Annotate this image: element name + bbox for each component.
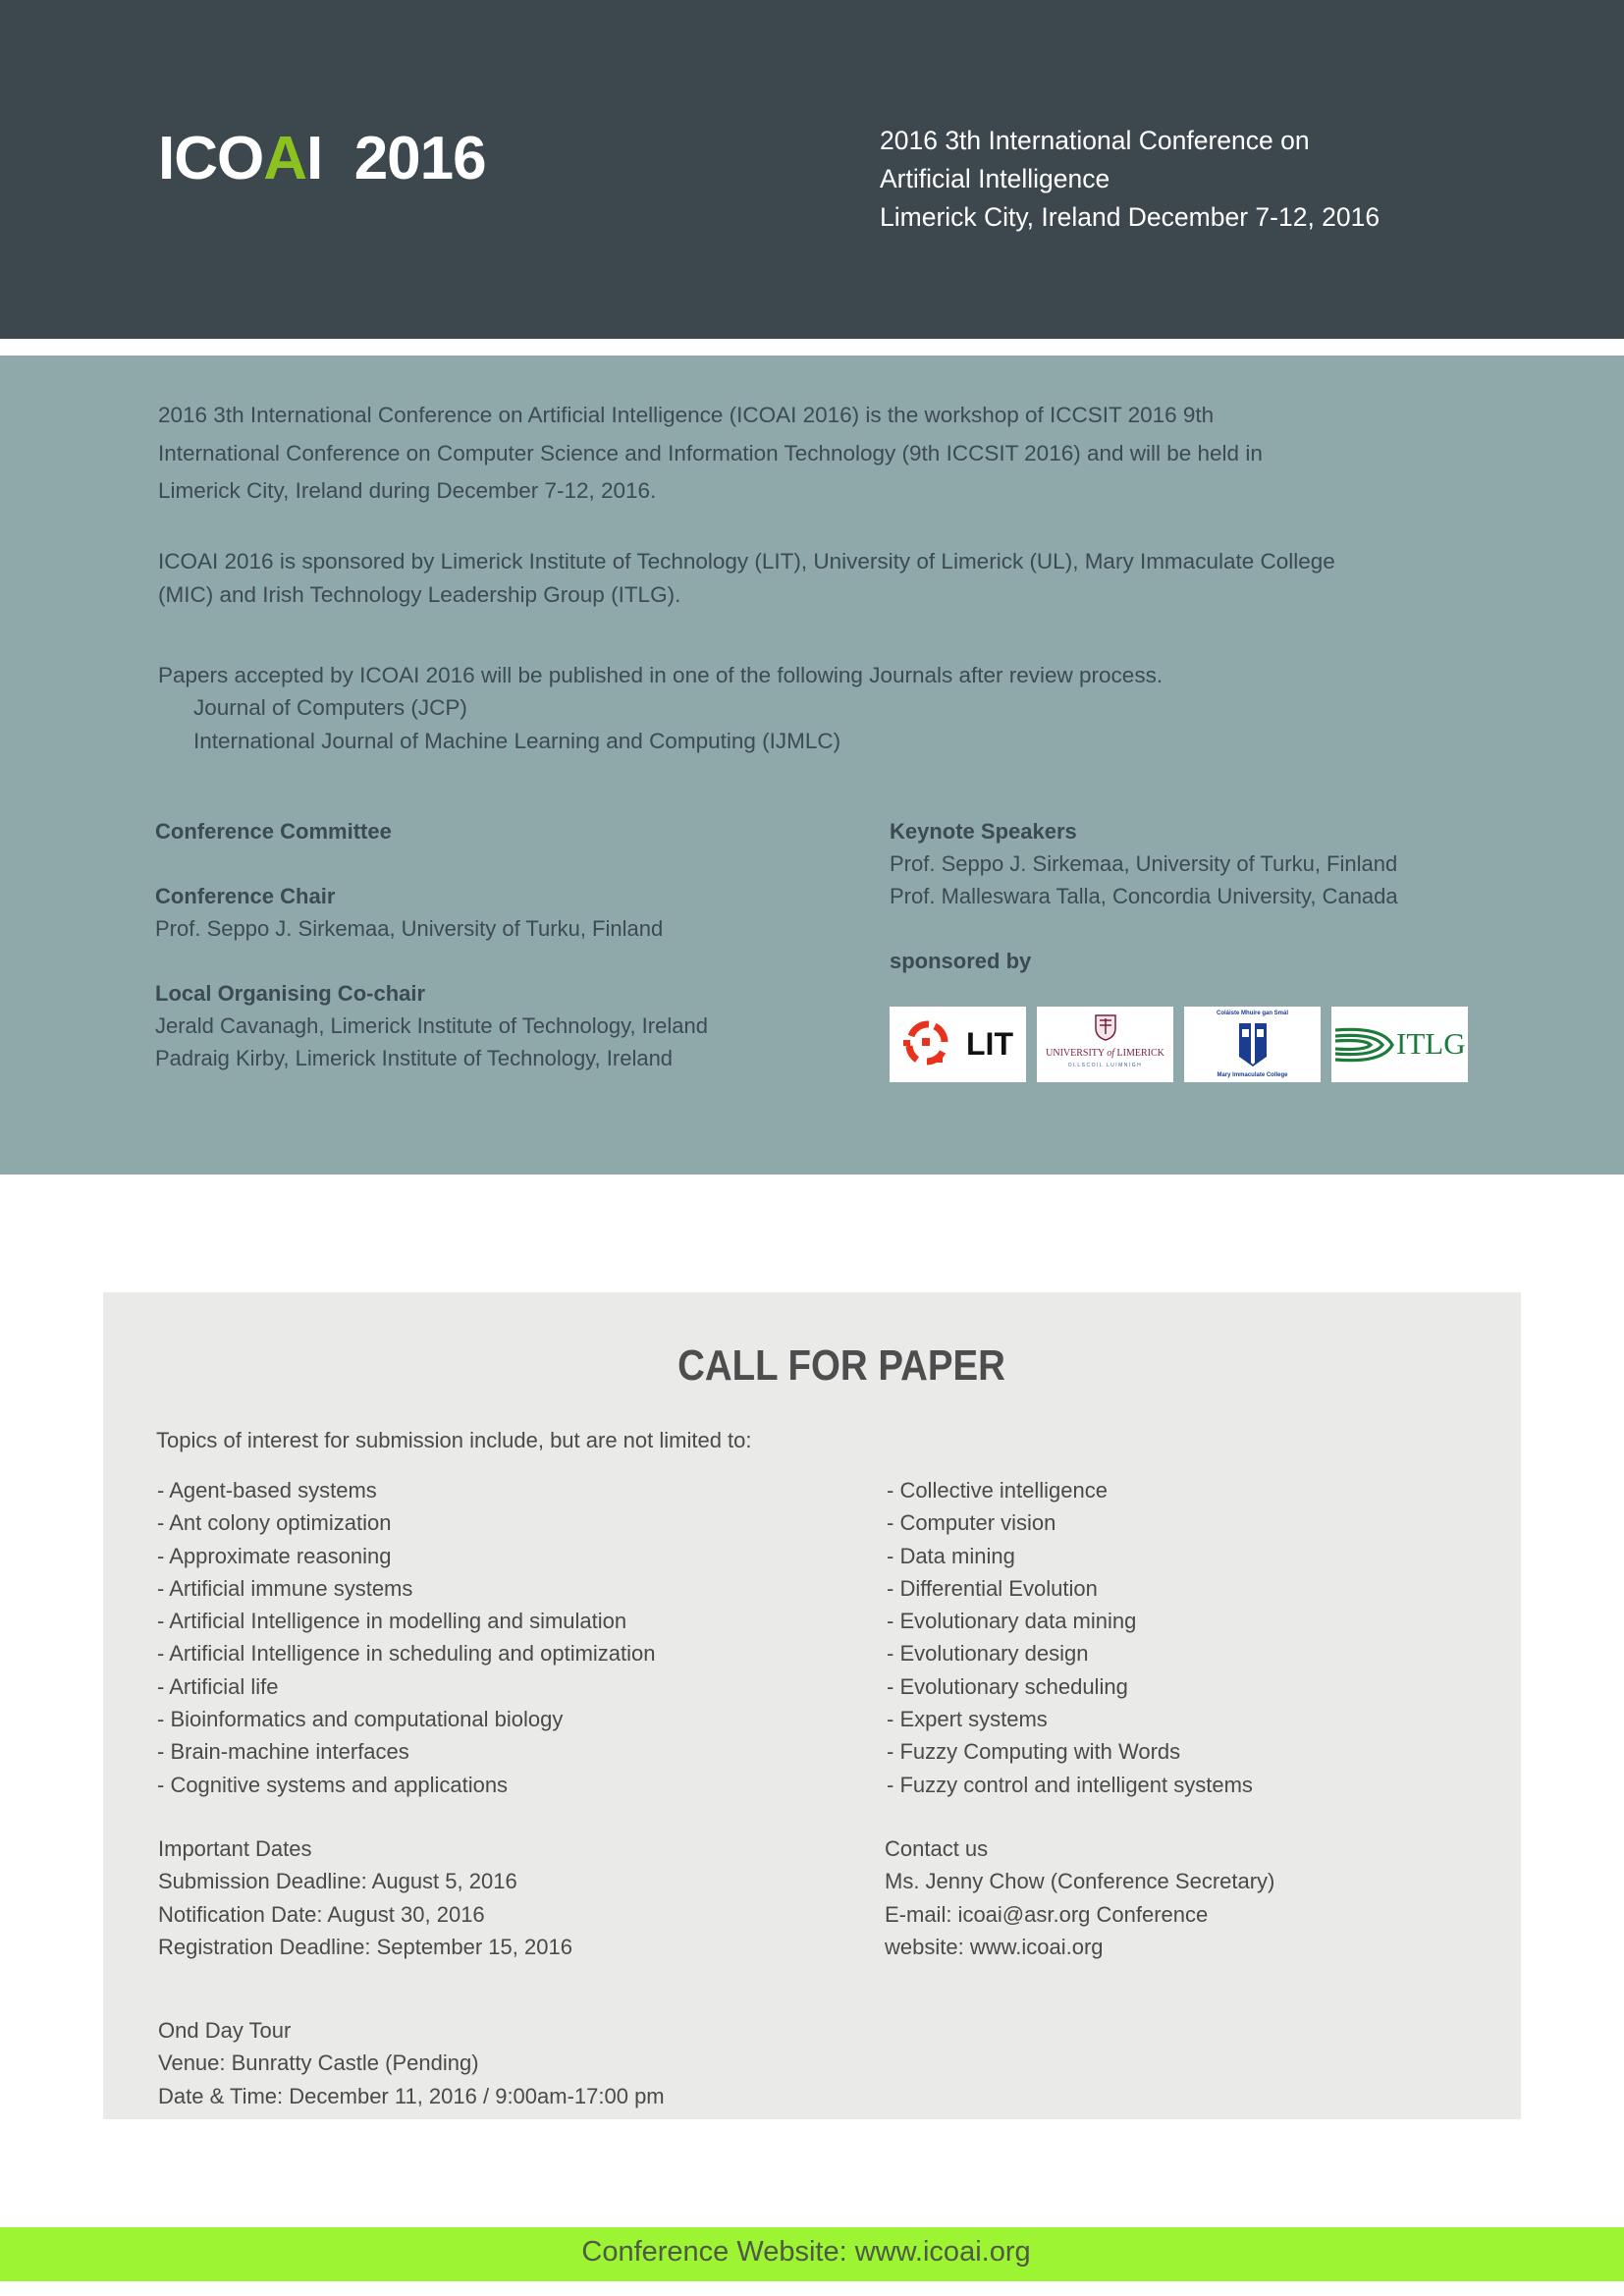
topics-intro: Topics of interest for submission include, but are not limited to: — [156, 1428, 752, 1452]
topics-list-left — [157, 1474, 656, 1801]
contact-person: Ms. Jenny Chow (Conference Secretary) — [885, 1869, 1275, 1894]
topic-item: - Evolutionary design — [887, 1641, 1089, 1667]
day-tour — [158, 2014, 665, 2112]
spacer — [155, 847, 708, 880]
footer-website-text: Conference Website: www.icoai.org — [581, 2236, 1031, 2268]
date-item: Submission Deadline: August 5, 2016 — [158, 1869, 517, 1894]
about-paragraph-sponsors — [158, 545, 1335, 612]
lit-logo-text: LIT — [966, 1026, 1013, 1062]
logo-accent-letter: A — [263, 125, 307, 192]
publication-intro: Papers accepted by ICOAI 2016 will be published in one of the following Journals after review process. — [158, 663, 1164, 687]
date-item: Registration Deadline: September 15, 2016 — [158, 1934, 572, 1959]
date-item: Notification Date: August 30, 2016 — [158, 1901, 485, 1927]
topic-item: - Approximate reasoning — [157, 1543, 392, 1568]
paragraph-line: (MIC) and Irish Technology Leadership Group (ITLG). — [158, 582, 681, 607]
topic-item: - Bioinformatics and computational biology — [157, 1707, 564, 1732]
committee-heading: Conference Committee — [155, 819, 392, 844]
mary-immaculate-college-logo — [1184, 1007, 1321, 1082]
keynote-speaker: Prof. Malleswara Talla, Concordia University, Canada — [890, 884, 1398, 908]
ul-text-university: UNIVERSITY — [1046, 1048, 1105, 1059]
cochair-name: Padraig Kirby, Limerick Institute of Technology, Ireland — [155, 1046, 674, 1070]
contact-website: website: www.icoai.org — [885, 1934, 1104, 1959]
topic-item: - Artificial Intelligence in scheduling and optimization — [157, 1641, 656, 1667]
paragraph-line: 2016 3th International Conference on Artificial Intelligence (ICOAI 2016) is the workshop of ICCSIT 2016 9th — [158, 403, 1215, 427]
topic-item: - Differential Evolution — [887, 1575, 1098, 1601]
topic-item: - Fuzzy control and intelligent systems — [887, 1772, 1253, 1797]
contact-us — [885, 1832, 1274, 1963]
mic-logo-bottom-text: Mary Immaculate College — [1217, 1072, 1288, 1078]
keynote-column — [890, 815, 1398, 977]
contact-email: E-mail: icoai@asr.org Conference — [885, 1901, 1209, 1927]
topic-item: - Computer vision — [887, 1510, 1056, 1536]
chair-heading: Conference Chair — [155, 884, 336, 908]
contact-heading: Contact us — [885, 1836, 989, 1861]
about-paragraph-publication — [158, 659, 1163, 757]
journal-item: Journal of Computers (JCP) — [193, 695, 467, 721]
header-conference-info — [880, 122, 1380, 237]
mic-logo-top-text: Coláiste Mhuire gan Smál — [1216, 1011, 1289, 1016]
itlg-logo-text: ITLG — [1396, 1026, 1466, 1061]
topic-item: - Artificial Intelligence in modelling and simulation — [157, 1609, 627, 1634]
logo-prefix: ICO — [158, 125, 264, 192]
tour-datetime: Date & Time: December 11, 2016 / 9:00am-17:00 pm — [158, 2083, 665, 2108]
logo-suffix: I 2016 — [306, 125, 486, 192]
paragraph-line: ICOAI 2016 is sponsored by Limerick Institute of Technology (LIT), University of Limerick (UL), Mary Immaculate College — [158, 549, 1335, 574]
spacer — [155, 945, 708, 977]
spacer — [890, 912, 1398, 945]
paragraph-line: International Conference on Computer Science and Information Technology (9th ICCSIT 2016) and will be held in — [158, 440, 1263, 465]
topic-item: - Collective intelligence — [887, 1478, 1108, 1503]
sponsor-logos — [890, 1007, 1468, 1082]
committee-column — [155, 815, 708, 1074]
cochair-name: Jerald Cavanagh, Limerick Institute of Technology, Ireland — [155, 1013, 708, 1038]
sponsored-by-heading: sponsored by — [890, 949, 1032, 973]
topic-item: - Evolutionary scheduling — [887, 1673, 1128, 1699]
keynote-speaker: Prof. Seppo J. Sirkemaa, University of Turku, Finland — [890, 851, 1398, 876]
topic-item: - Evolutionary data mining — [887, 1609, 1137, 1634]
tour-venue: Venue: Bunratty Castle (Pending) — [158, 2050, 479, 2076]
ul-crest-icon — [1093, 1012, 1118, 1042]
keynote-heading: Keynote Speakers — [890, 819, 1077, 844]
conference-logo — [158, 125, 486, 192]
topic-item: - Data mining — [887, 1543, 1015, 1568]
university-of-limerick-logo — [1037, 1007, 1173, 1082]
journal-item: International Journal of Machine Learning and Computing (IJMLC) — [193, 728, 841, 753]
ul-text-limerick: LIMERICK — [1116, 1048, 1164, 1059]
topic-item: - Cognitive systems and applications — [157, 1772, 509, 1797]
itlg-arcs-icon — [1333, 1024, 1396, 1066]
ul-logo-subtext: OLLSCOIL LUIMNIGH — [1067, 1063, 1143, 1068]
topic-item: - Agent-based systems — [157, 1478, 377, 1503]
header-info-line: Limerick City, Ireland December 7-12, 2016 — [880, 202, 1380, 232]
ul-logo-wordmark — [1037, 1048, 1173, 1060]
about-paragraph-1 — [158, 397, 1263, 511]
chair-name: Prof. Seppo J. Sirkemaa, University of Turku, Finland — [155, 916, 664, 941]
important-dates-heading: Important Dates — [158, 1836, 312, 1861]
ul-text-of: of — [1107, 1048, 1115, 1059]
topic-item: - Fuzzy Computing with Words — [887, 1739, 1181, 1765]
tour-heading: Ond Day Tour — [158, 2018, 292, 2043]
topic-item: - Ant colony optimization — [157, 1510, 392, 1536]
important-dates — [158, 1832, 572, 1963]
mic-shield-icon — [1237, 1019, 1269, 1068]
topics-list-right — [887, 1474, 1253, 1801]
topic-item: - Artificial immune systems — [157, 1575, 413, 1601]
topic-item: - Brain-machine interfaces — [157, 1739, 409, 1765]
lit-logo — [890, 1007, 1026, 1082]
call-for-paper-title: CALL FOR PAPER — [677, 1341, 1005, 1390]
cochair-heading: Local Organising Co-chair — [155, 981, 426, 1006]
topic-item: - Expert systems — [887, 1707, 1048, 1732]
itlg-logo — [1331, 1007, 1468, 1082]
topic-item: - Artificial life — [157, 1673, 279, 1699]
header-info-line: Artificial Intelligence — [880, 164, 1110, 193]
paragraph-line: Limerick City, Ireland during December 7-12, 2016. — [158, 478, 657, 503]
header-info-line: 2016 3th International Conference on — [880, 126, 1310, 155]
